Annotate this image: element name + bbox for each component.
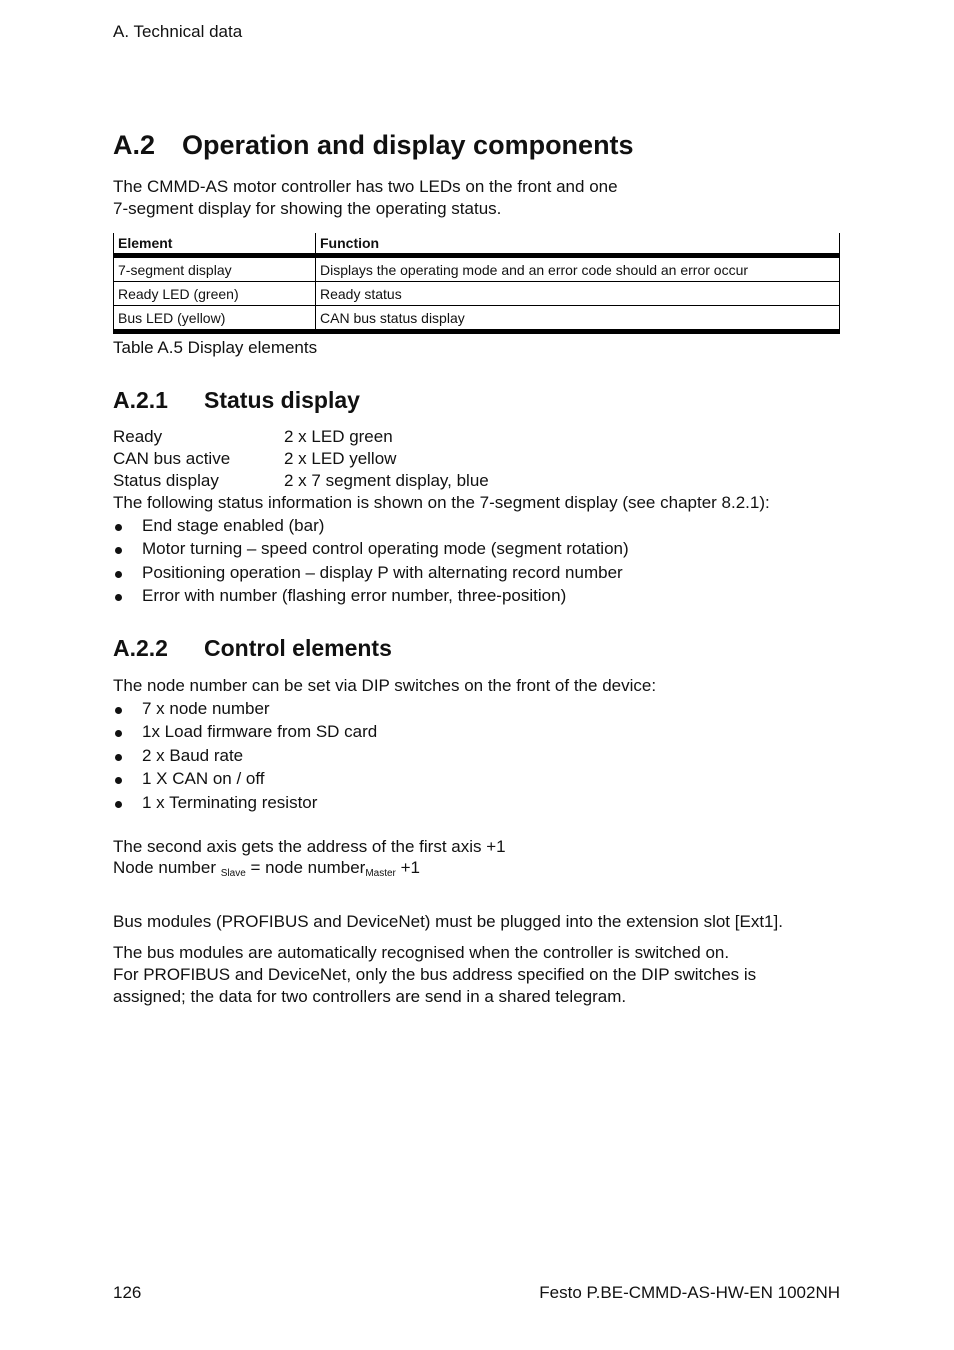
table-cell: CAN bus status display (316, 306, 840, 332)
axis-text: The second axis gets the address of the first axis +1 (113, 837, 506, 856)
table-row (114, 282, 840, 306)
table-header-row (114, 233, 840, 256)
recognition-paragraph (113, 942, 756, 1008)
status-value: 2 x LED green (284, 427, 393, 446)
table-cell: Ready status (316, 282, 840, 306)
list-item: Error with number (flashing error number, three-position) (113, 585, 629, 608)
status-info-text: The following status information is shown on the 7-segment display (see chapter 8.2.1): (113, 493, 770, 512)
table-header-function: Function (316, 233, 840, 256)
document-id: Festo P.BE-CMMD-AS-HW-EN 1002NH (539, 1283, 840, 1302)
status-item (113, 471, 489, 491)
status-label: Ready (113, 427, 163, 446)
section-heading-a21 (113, 387, 360, 414)
formula-subscript-master: Master (365, 868, 396, 879)
table-row (114, 256, 840, 282)
recognition-line-2: For PROFIBUS and DeviceNet, only the bus address specified on the DIP switches is (113, 965, 757, 984)
table-cell: Displays the operating mode and an error code should an error occur (316, 256, 840, 282)
recognition-line-1: The bus modules are automatically recognised when the controller is switched on. (113, 943, 730, 962)
control-bullet-list (113, 698, 377, 815)
list-item: 1 x Terminating resistor (113, 792, 377, 815)
table-cell: 7-segment display (114, 256, 316, 282)
running-header: A. Technical data (113, 22, 243, 41)
formula-middle: = node number (245, 858, 366, 877)
section-number: A.2 (113, 130, 156, 160)
section-heading-a2 (113, 130, 634, 161)
intro-paragraph (113, 176, 618, 220)
list-item: 7 x node number (113, 698, 377, 721)
control-intro: The node number can be set via DIP switches on the front of the device: (113, 676, 657, 695)
table-header-element: Element (114, 233, 316, 256)
status-value: 2 x 7 segment display, blue (284, 471, 489, 490)
section-title: Status display (204, 387, 360, 413)
intro-line-1: The CMMD-AS motor controller has two LEDs on the front and one (113, 177, 618, 196)
bus-modules-text: Bus modules (PROFIBUS and DeviceNet) must be plugged into the extension slot [Ext1]. (113, 912, 783, 931)
formula-prefix: Node number (113, 858, 221, 877)
table-caption: Table A.5 Display elements (113, 338, 318, 357)
list-item: End stage enabled (bar) (113, 515, 629, 538)
list-item: 2 x Baud rate (113, 745, 377, 768)
status-item (113, 427, 393, 447)
intro-line-2: 7-segment display for showing the operating status. (113, 199, 502, 218)
table-row (114, 306, 840, 332)
table-cell: Bus LED (yellow) (114, 306, 316, 332)
section-heading-a22 (113, 635, 392, 662)
formula-subscript-slave: Slave (220, 868, 246, 879)
list-item: Positioning operation – display P with alternating record number (113, 562, 629, 585)
section-title: Operation and display components (182, 130, 634, 160)
section-number: A.2.2 (113, 635, 168, 661)
recognition-line-3: assigned; the data for two controllers are send in a shared telegram. (113, 987, 627, 1006)
list-item: Motor turning – speed control operating mode (segment rotation) (113, 538, 629, 561)
status-value: 2 x LED yellow (284, 449, 397, 468)
status-item (113, 449, 396, 469)
list-item: 1 X CAN on / off (113, 768, 377, 791)
section-number: A.2.1 (113, 387, 168, 413)
node-number-formula (113, 857, 420, 885)
display-elements-table (113, 233, 840, 334)
status-label: Status display (113, 471, 219, 490)
formula-suffix: +1 (395, 858, 420, 877)
status-label: CAN bus active (113, 449, 231, 468)
page-number: 126 (113, 1283, 142, 1302)
list-item: 1x Load firmware from SD card (113, 721, 377, 744)
table-cell: Ready LED (green) (114, 282, 316, 306)
section-title: Control elements (204, 635, 392, 661)
status-bullet-list (113, 515, 629, 609)
